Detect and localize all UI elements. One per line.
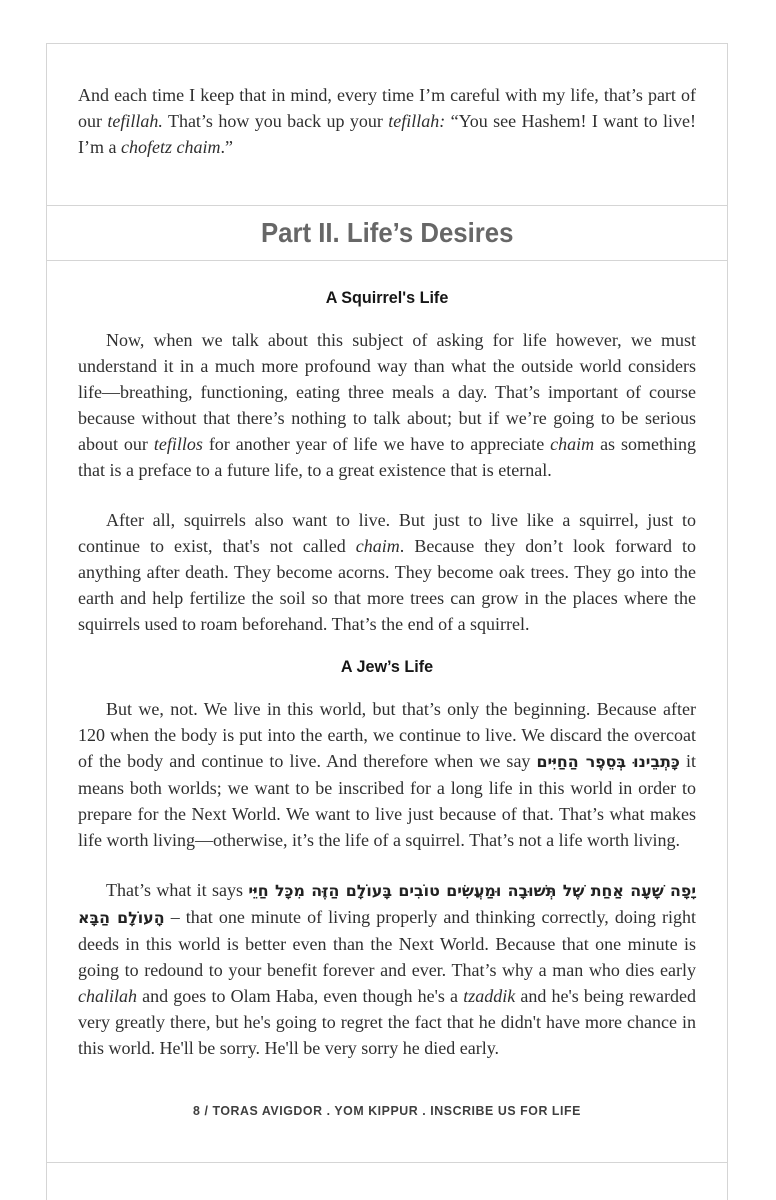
text-run: as something that is a preface to a future life, to a great existence that is eternal.	[78, 434, 697, 480]
text-run: Now, when we talk about this subject of asking for life however, we must understand it in a much more profound way than what the outside world considers life—breathing, functioning, eating three meals a day. That’s important of course because without that there’s nothing to talk about; but if we’re going to be serious about our	[78, 330, 696, 454]
text-run: and goes to Olam Haba, even though he's a	[137, 986, 464, 1006]
hebrew-phrase: יָפָה שָׁעָה אַחַת שֶׁל תְּשׁוּבָה וּמַעֲשִׂים טוֹבִים בָּעוֹלָם הַזֶּה מִכָּל חַיֵּי הָעוֹלָם הַבָּא	[78, 881, 696, 927]
body-paragraph	[78, 327, 696, 483]
subheading-jews-life: A Jew’s Life	[340, 657, 434, 676]
text-run: After all, squirrels also want to live. But just to live like a squirrel, just to continue to exist, that's not called	[78, 510, 696, 556]
italic-term: tefillos	[153, 434, 203, 454]
italic-term: chalilah	[78, 986, 137, 1006]
body-paragraph	[78, 877, 696, 1061]
text-run: it means both worlds; we want to be inscribed for a long life in this world in order to prepare for the Next World. We want to live just because of that. That’s what makes life worth living—otherwise, it’s the life of a squirrel. That’s not a life worth living.	[78, 751, 696, 850]
section-band	[47, 205, 727, 261]
section-title: Part II. Life’s Desires	[260, 217, 514, 248]
text-run: “You see Hashem! I want to live! I’m a	[78, 111, 697, 157]
text-run: for another year of life we have to appreciate	[202, 434, 551, 454]
subheading-squirrels-life: A Squirrel's Life	[325, 288, 449, 307]
text-run: And each time I keep that in mind, every time I’m careful with my life, that’s part of our	[78, 85, 696, 131]
intro-paragraph	[78, 82, 696, 160]
text-run: That’s how you back up your	[162, 111, 389, 131]
page-footer: 8 / TORAS AVIGDOR . YOM KIPPUR . INSCRIBE US FOR LIFE	[193, 1103, 581, 1118]
text-run: . Because they don’t look forward to anything after death. They become acorns. They become oak trees. They go into the earth and help fertilize the soil so that more trees can grow in the places where the squirrels used to roam beforehand. That’s the end of a squirrel.	[78, 536, 696, 634]
text-run: .”	[220, 137, 233, 157]
italic-term: chaim	[355, 536, 400, 556]
italic-term: tefillah.	[107, 111, 163, 131]
hebrew-phrase: כָּתְבֵינוּ בְּסֵפֶר הַחַיִּים	[536, 752, 680, 771]
body-paragraph	[78, 696, 696, 853]
italic-term: tzaddik	[463, 986, 516, 1006]
bottom-divider	[47, 1162, 727, 1163]
text-run: – that one minute of living properly and thinking correctly, doing right deeds in this world is better even than the Next World. Because that one minute is going to redound to your benefit forever and ever. That’s why a man who dies early	[78, 907, 696, 980]
page-box	[46, 43, 728, 1200]
text-run: That’s what it says	[106, 880, 249, 900]
italic-term: chaim	[550, 434, 595, 454]
text-run: and he's being rewarded very greatly there, but he's going to regret the fact that he didn't have more chance in this world. He'll be sorry. He'll be very sorry he died early.	[78, 986, 696, 1058]
text-run: But we, not. We live in this world, but that’s only the beginning. Because after 120 when the body is put into the earth, we continue to live. We discard the overcoat of the body and continue to live. And therefore when we say	[78, 699, 696, 771]
italic-term: chofetz chaim	[120, 137, 221, 157]
body-paragraph	[78, 507, 696, 637]
italic-term: tefillah:	[388, 111, 446, 131]
